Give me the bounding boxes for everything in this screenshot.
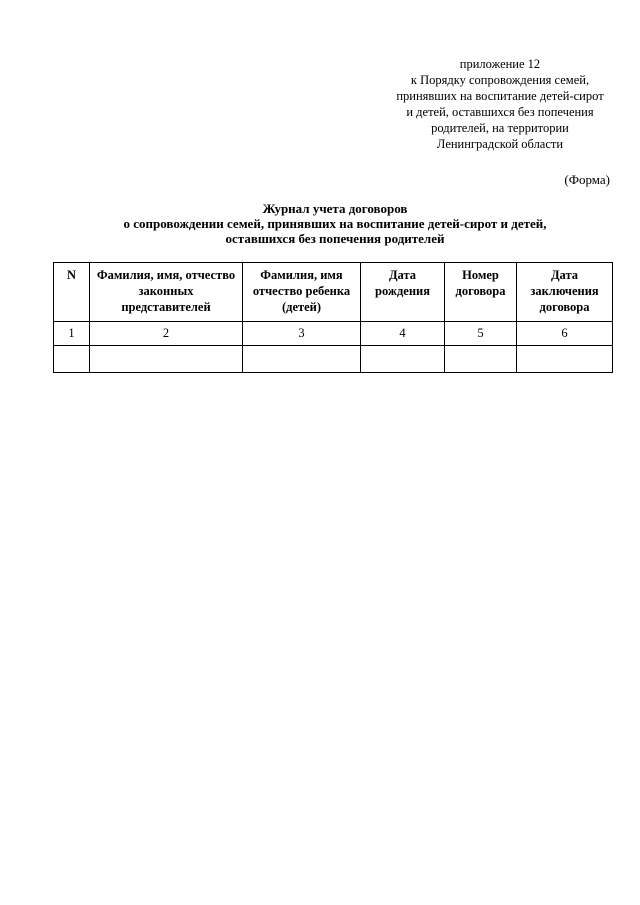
appendix-line: принявших на воспитание детей-сирот — [396, 89, 604, 103]
column-number-row — [54, 322, 613, 346]
table-cell — [445, 346, 517, 373]
appendix-note — [380, 56, 620, 152]
table-cell: 6 — [517, 322, 613, 346]
table-row — [54, 346, 613, 373]
table-cell — [361, 346, 445, 373]
journal-table — [53, 262, 613, 373]
table-cell: 1 — [54, 322, 90, 346]
table-cell — [517, 346, 613, 373]
table-cell: 3 — [243, 322, 361, 346]
column-header-child-name: Фамилия, имя отчество ребенка (детей) — [243, 263, 361, 322]
column-header-contract-number: Номер договора — [445, 263, 517, 322]
appendix-line: Ленинградской области — [436, 137, 564, 151]
table-cell — [90, 346, 243, 373]
appendix-line: и детей, оставшихся без попечения — [406, 105, 594, 119]
title-line: оставшихся без попечения родителей — [225, 231, 445, 246]
column-header-guardian-name: Фамилия, имя, отчество законных представителей — [90, 263, 243, 322]
table-cell — [54, 346, 90, 373]
appendix-line: к Порядку сопровождения семей, — [410, 73, 590, 87]
document-title — [60, 201, 610, 246]
appendix-line: приложение 12 — [459, 57, 541, 71]
form-label: (Форма) — [564, 172, 610, 187]
column-header-birth-date: Дата рождения — [361, 263, 445, 322]
table-cell: 5 — [445, 322, 517, 346]
column-header-number: N — [54, 263, 90, 322]
title-line: о сопровождении семей, принявших на воспитание детей-сирот и детей, — [123, 216, 547, 231]
column-header-contract-date: Дата заключения договора — [517, 263, 613, 322]
table-cell — [243, 346, 361, 373]
appendix-line: родителей, на территории — [431, 121, 569, 135]
table-cell: 2 — [90, 322, 243, 346]
header-row — [54, 263, 613, 322]
table-cell: 4 — [361, 322, 445, 346]
title-line: Журнал учета договоров — [262, 201, 408, 216]
